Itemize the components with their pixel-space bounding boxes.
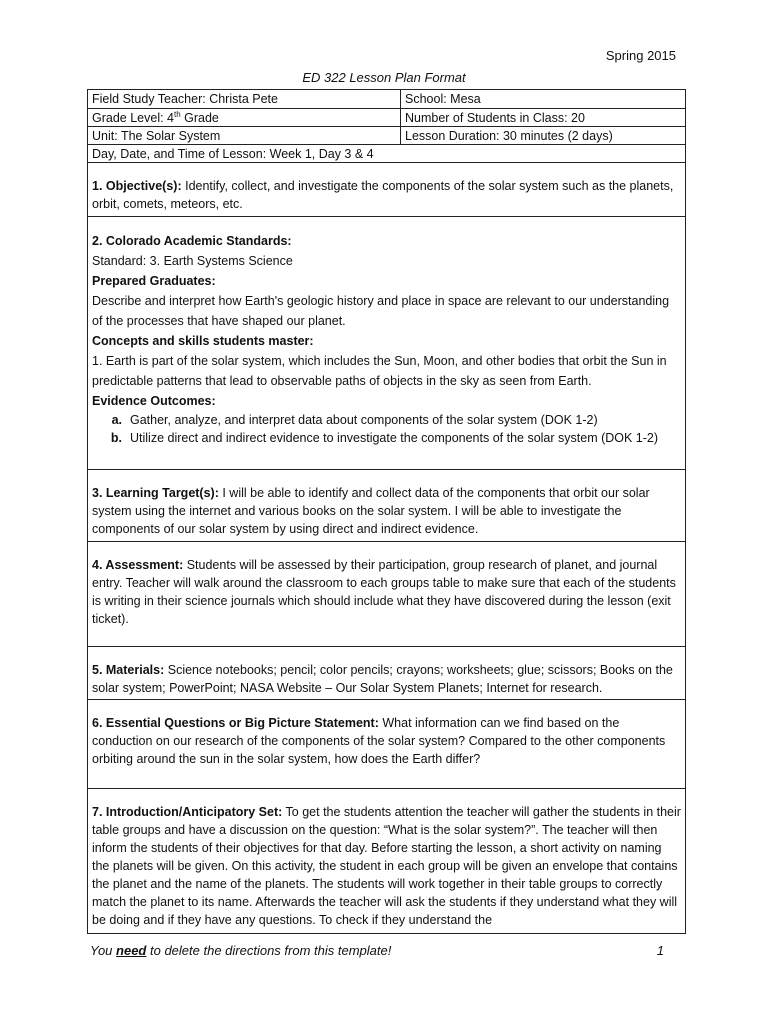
unit-cell: Unit: The Solar System bbox=[88, 127, 401, 144]
list-text: Gather, analyze, and interpret data about components of the solar system (DOK 1-2) bbox=[130, 413, 598, 427]
objectives-label: 1. Objective(s): bbox=[92, 179, 182, 193]
learning-targets-text: I will be able to identify and collect data of the components that orbit our solar system using the internet and various books on the solar system. I will be able to investigate the components of our solar system by using direct and indirect evidence. bbox=[92, 486, 650, 536]
grade-cell bbox=[88, 109, 401, 126]
assessment-text: Students will be assessed by their participation, group research of planet, and journal entry. Teacher will walk around the classroom to each groups table to make sure that each of the students is writing in their science journals which should include what they have discovered during the lesson (exit ticket). bbox=[92, 558, 676, 626]
list-text: Utilize direct and indirect evidence to investigate the components of the solar system (DOK 1-2) bbox=[130, 431, 659, 445]
list-marker: a. bbox=[111, 413, 122, 427]
evidence-outcomes-heading: Evidence Outcomes: bbox=[92, 394, 216, 408]
essential-questions-section bbox=[88, 699, 685, 788]
info-row-grade bbox=[88, 108, 685, 126]
prepared-graduates-text: Describe and interpret how Earth's geologic history and place in space are relevant to our understanding of the processes that have shaped our planet. bbox=[92, 294, 670, 328]
list-item bbox=[92, 429, 681, 447]
evidence-outcomes-list bbox=[92, 411, 681, 447]
semester-label: Spring 2015 bbox=[605, 48, 676, 63]
info-row-teacher bbox=[88, 90, 685, 108]
grade-suffix: Grade bbox=[180, 111, 219, 125]
standards-heading: 2. Colorado Academic Standards: bbox=[92, 234, 292, 248]
concepts-text: 1. Earth is part of the solar system, which includes the Sun, Moon, and other bodies that orbit the Sun in predictable patterns that lead to observable paths of objects in the sky as seen from Earth. bbox=[92, 354, 667, 388]
prepared-graduates-heading: Prepared Graduates: bbox=[92, 274, 216, 288]
info-row-unit bbox=[88, 126, 685, 144]
document-title: ED 322 Lesson Plan Format bbox=[302, 70, 466, 85]
day-cell: Day, Date, and Time of Lesson: Week 1, Day 3 & 4 bbox=[88, 144, 685, 162]
grade-text: Grade Level: 4 bbox=[92, 111, 174, 125]
page-number: 1 bbox=[656, 943, 664, 958]
materials-section bbox=[88, 646, 685, 699]
footer-pre: You bbox=[90, 943, 117, 958]
objectives-text: Identify, collect, and investigate the components of the solar system such as the planets, orbit, comets, meteors, etc. bbox=[92, 179, 674, 211]
learning-targets-section bbox=[88, 469, 685, 541]
concepts-heading: Concepts and skills students master: bbox=[92, 334, 314, 348]
teacher-cell: Field Study Teacher: Christa Pete bbox=[88, 90, 401, 108]
materials-text: Science notebooks; pencil; color pencils; crayons; worksheets; glue; scissors; Books on the solar system; PowerPoint; NASA Website – Our Solar System Planets; Internet for research. bbox=[92, 663, 673, 695]
essential-questions-label: 6. Essential Questions or Big Picture Statement: bbox=[92, 716, 379, 730]
learning-targets-label: 3. Learning Target(s): bbox=[92, 486, 219, 500]
assessment-label: 4. Assessment: bbox=[92, 558, 184, 572]
assessment-section bbox=[88, 541, 685, 646]
essential-questions-text: What information can we find based on the conduction on our research of the components of the solar system? Compared to the other components orbiting around the sun in the solar system, how does the Earth differ? bbox=[92, 716, 666, 766]
introduction-text: To get the students attention the teacher will gather the students in their table groups and have a discussion on the question: “What is the solar system?”. The teacher will then inform the students of their objectives for that day. Before starting the lesson, a short activity on naming the planets will be given. On this activity, the student in each group will be given an envelope that contains the planet and the name of the planets. The students will work together in their table groups to correctly match the planet to its name. Afterwards the teacher will ask the students if they understand what they will be doing and if they have any questions. To check if they understand the bbox=[92, 805, 681, 927]
objectives-section bbox=[88, 162, 685, 216]
footer-need: need bbox=[116, 943, 147, 958]
students-cell: Number of Students in Class: 20 bbox=[405, 111, 585, 125]
lesson-plan-table bbox=[87, 89, 686, 934]
introduction-section bbox=[88, 788, 685, 933]
introduction-label: 7. Introduction/Anticipatory Set: bbox=[92, 805, 283, 819]
standard-line: Standard: 3. Earth Systems Science bbox=[92, 254, 293, 268]
list-item bbox=[92, 411, 681, 429]
footer-note bbox=[90, 943, 391, 958]
materials-label: 5. Materials: bbox=[92, 663, 165, 677]
grade-superscript: th bbox=[174, 109, 181, 119]
list-marker: b. bbox=[110, 431, 122, 445]
school-cell: School: Mesa bbox=[405, 92, 481, 106]
standards-section bbox=[88, 216, 685, 469]
footer-post: to delete the directions from this template! bbox=[146, 943, 392, 958]
duration-cell: Lesson Duration: 30 minutes (2 days) bbox=[405, 129, 613, 143]
